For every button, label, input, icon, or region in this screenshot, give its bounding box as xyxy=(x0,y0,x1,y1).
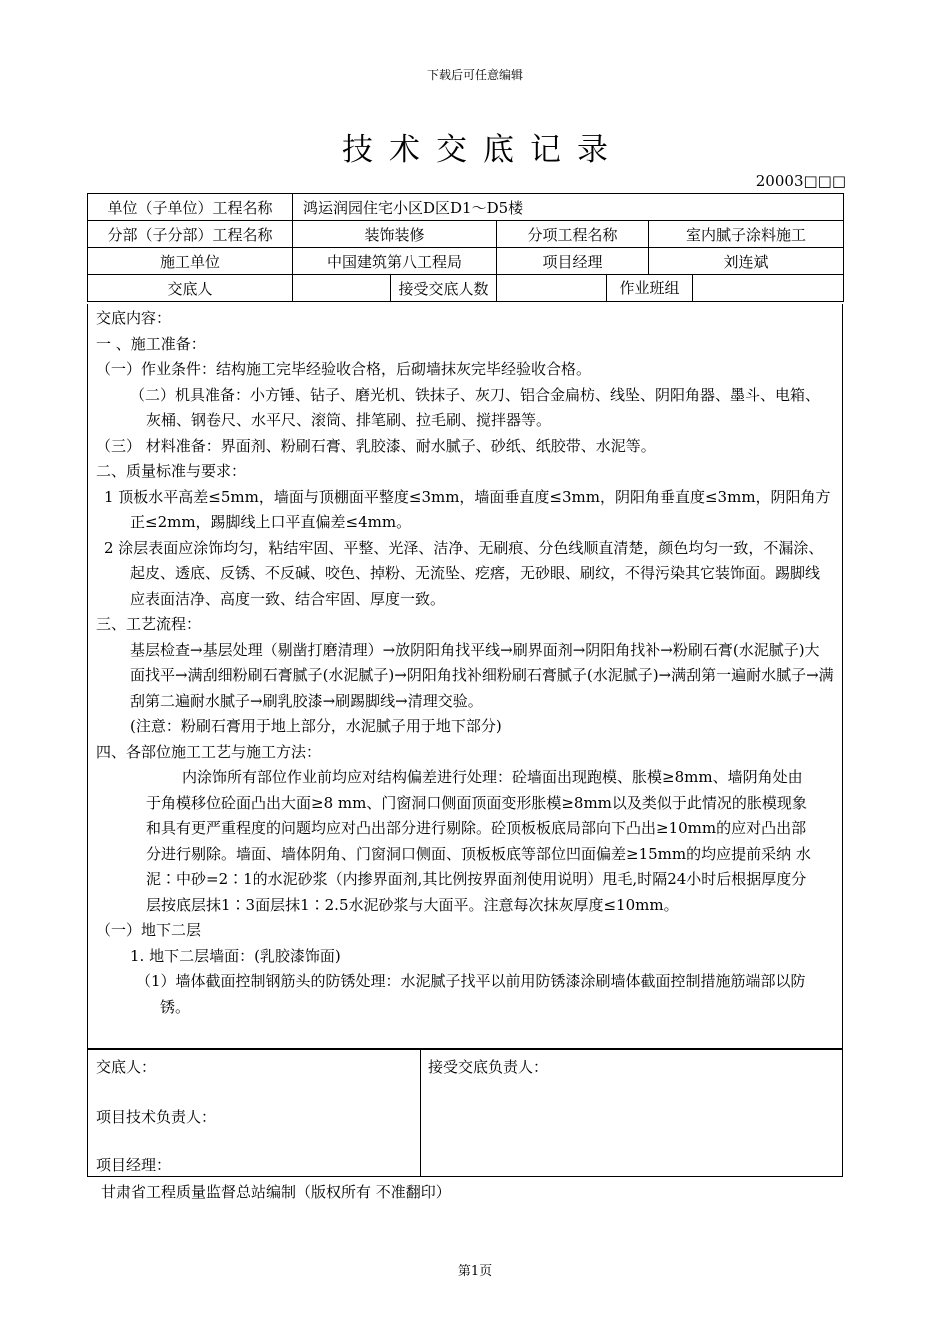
pm-label: 项目经理 xyxy=(497,248,649,275)
process-flow: 基层检查→基层处理（剔凿打磨清理）→放阴阳角找平线→刷界面剂→阴阳角找补→粉刷石膏(水泥腻子)大面找平→满刮细粉刷石膏腻子(水泥腻子)→阴阳角找补细粉刷石膏腻子(水泥腻子)→满刮第一遍耐水腻子→满刮第二遍耐水腻子→刷乳胶漆→刷踢脚线→清理交验。 xyxy=(130,640,834,710)
material-prep: （三） 材料准备：界面剂、粉刷石膏、乳胶漆、耐水腻子、砂纸、纸胶带、水泥等。 xyxy=(96,436,656,455)
team-cell xyxy=(607,275,844,302)
item-label: 分项工程名称 xyxy=(497,221,649,248)
unit-label: 单位（子单位）工程名称 xyxy=(88,194,293,221)
quality-item-1: 1 顶板水平高差≤5mm，墙面与顶棚面平整度≤3mm，墙面垂直度≤3mm，阴阳角垂直度≤3mm，阴阳角方正≤2mm，踢脚线上口平直偏差≤4mm。 xyxy=(104,487,831,531)
construction-method: 内涂饰所有部位作业前均应对结构偏差进行处理：砼墙面出现跑模、胀模≥8mm、墙阴角处由于角模移位砼面凸出大面≥8 mm、门窗洞口侧面顶面变形胀模≥8mm以及类似于此情况的胀模现象和具有更严重程度的问题均应对凸出部分进行剔除。砼顶板板底局部向下凸出≥10mm的应对凸出部分进行剔除。墙面、墙体阴角、门窗洞口侧面、顶板板底等部位凹面偏差≥15mm的均应提前采纳 水泥∶中砂=2∶1的水泥砂浆（内掺界面剂,其比例按界面剂使用说明）甩毛,时隔24小时后根据厚度分层按底层抹1∶3面层抹1∶2.5水泥砂浆与大面平。注意每次抹灰厚度≤10mm。 xyxy=(146,768,811,914)
presenter-sign: 交底人： xyxy=(96,1058,157,1076)
basement-2-heading: （一）地下二层 xyxy=(96,921,202,939)
item-value: 室内腻子涂料施工 xyxy=(649,221,844,248)
page-title: 技术交底记录 xyxy=(342,132,624,168)
process-note: (注意：粉刷石膏用于地上部分，水泥腻子用于地下部分) xyxy=(130,717,502,735)
table-row xyxy=(88,275,844,302)
signature-block xyxy=(87,1049,843,1177)
team-value xyxy=(693,275,843,301)
project-info-table xyxy=(87,193,844,302)
document-number: 20003□□□ xyxy=(755,172,846,190)
division-value: 装饰装修 xyxy=(293,221,497,248)
basement-2-wall: 1. 地下二层墙面：(乳胶漆饰面) xyxy=(130,946,341,965)
page-number: 第1页 xyxy=(457,1264,493,1279)
rebar-rust-treatment: （1）墙体截面控制钢筋头的防锈处理：水泥腻子找平以前用防锈漆涂刷墙体截面控制措施筋端部以防锈。 xyxy=(136,972,806,1016)
quality-item-2: 2 涂层表面应涂饰均匀，粘结牢固、平整、光泽、洁净、无刷痕、分色线顺直清楚，颜色均匀一致，不漏涂、起皮、透底、反锈、不反碱、咬色、掉粉、无流坠、疙瘩，无砂眼、刷纹，不得污染其它装饰面。踢脚线应表面洁净、高度一致、结合牢固、厚度一致。 xyxy=(104,538,824,608)
equipment-prep: （二）机具准备：小方锤、钻子、磨光机、铁抹子、灰刀、铝合金扁枋、线坠、阴阳角器、墨斗、电箱、灰桶、钢卷尺、水平尺、滚筒、排笔刷、拉毛刷、搅拌器等。 xyxy=(130,385,821,429)
receiver-sign: 接受交底负责人： xyxy=(428,1058,549,1076)
tech-lead-sign: 项目技术负责人： xyxy=(96,1108,217,1126)
disclosure-content xyxy=(87,304,843,1049)
work-conditions: （一）作业条件：结构施工完毕经验收合格，后砌墙抹灰完毕经验收合格。 xyxy=(96,360,592,378)
content-heading: 交底内容： xyxy=(96,309,172,327)
presenter-value xyxy=(293,275,391,302)
contractor-value: 中国建筑第八工程局 xyxy=(293,248,497,275)
pm-sign: 项目经理： xyxy=(96,1156,172,1174)
division-label: 分部（子分部）工程名称 xyxy=(88,221,293,248)
table-row xyxy=(88,248,844,275)
table-row xyxy=(88,194,844,221)
pm-value: 刘连斌 xyxy=(649,248,844,275)
receivers-value xyxy=(497,275,607,302)
team-label: 作业班组 xyxy=(607,275,693,301)
unit-value: 鸿运润园住宅小区D区D1～D5楼 xyxy=(293,194,844,221)
copyright-footer: 甘肃省工程质量监督总站编制（版权所有 不准翻印） xyxy=(101,1183,451,1201)
signature-right xyxy=(420,1050,842,1176)
download-note: 下载后可任意编辑 xyxy=(426,68,523,82)
section-3-heading: 三、工艺流程： xyxy=(96,615,202,633)
section-4-heading: 四、各部位施工工艺与施工方法： xyxy=(96,742,322,761)
table-row xyxy=(88,221,844,248)
section-1-heading: 一 、施工准备： xyxy=(96,334,206,353)
signature-left xyxy=(88,1050,421,1176)
receivers-label: 接受交底人数 xyxy=(391,275,497,302)
section-2-heading: 二、质量标准与要求： xyxy=(96,462,247,480)
contractor-label: 施工单位 xyxy=(88,248,293,275)
presenter-label: 交底人 xyxy=(88,275,293,302)
